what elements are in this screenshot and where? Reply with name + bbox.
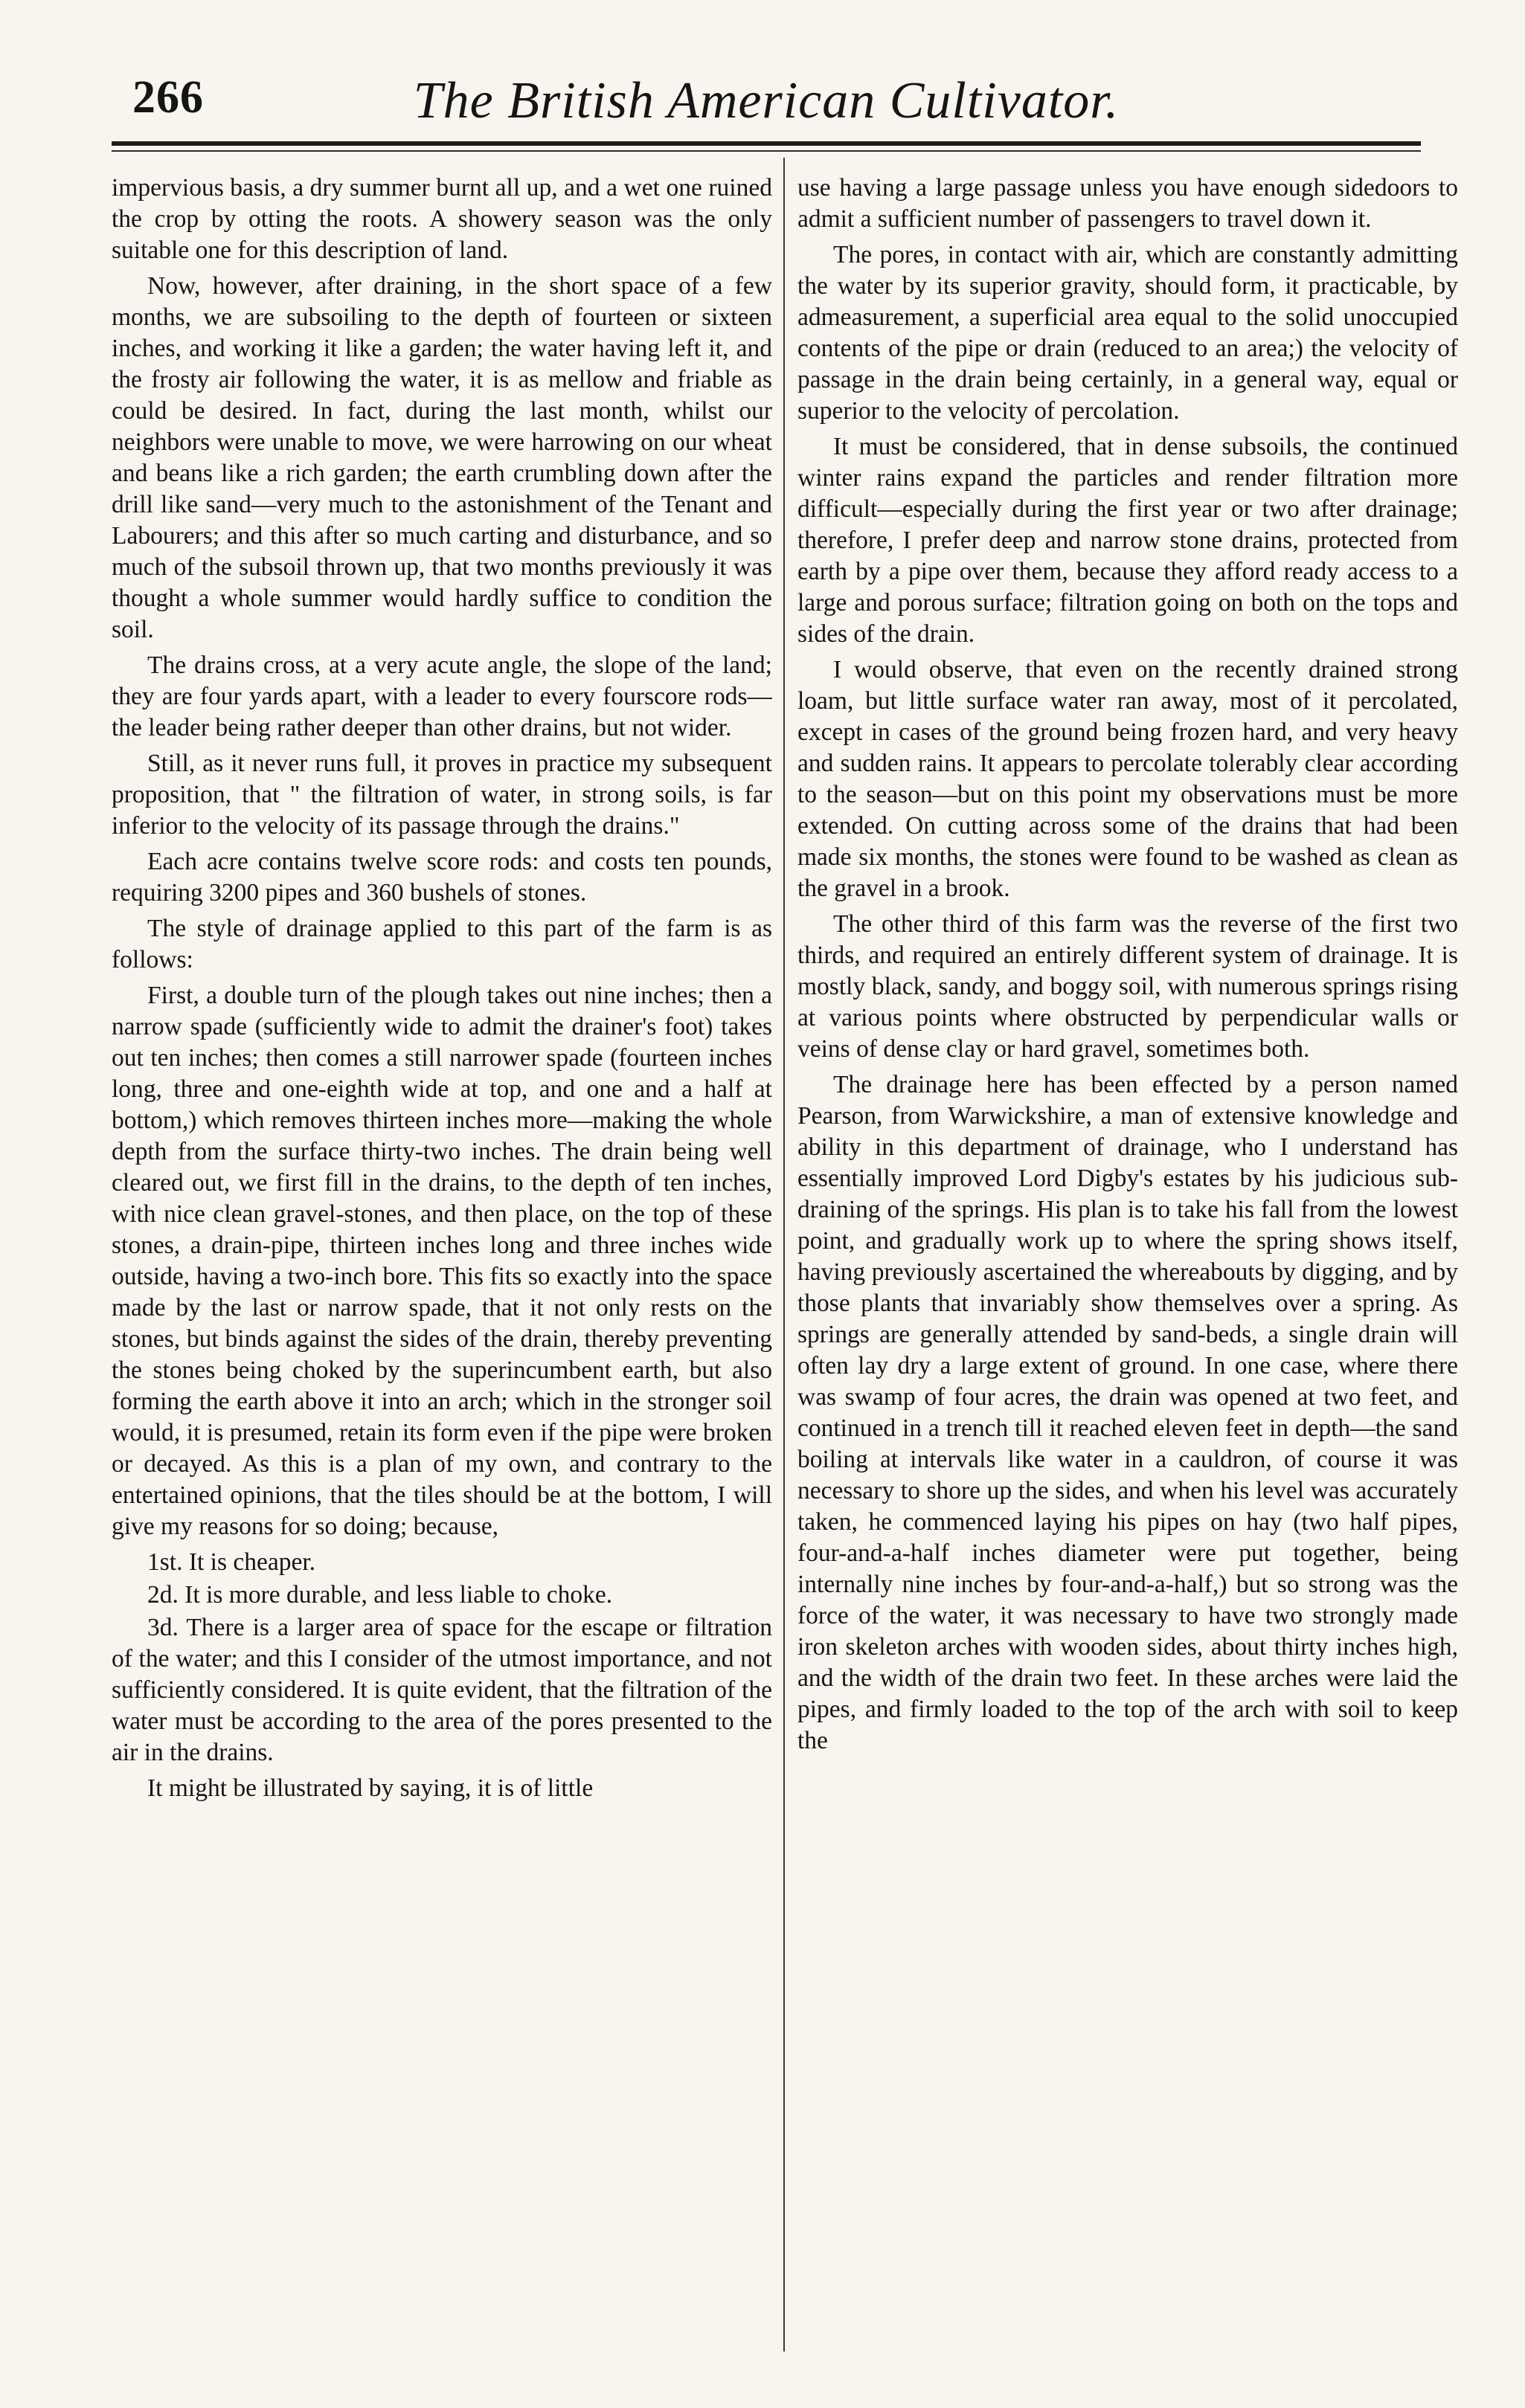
paragraph: Now, however, after draining, in the short space of a few months, we are subsoiling to the depth of fourteen or sixteen inches, and working it like a garden; the water having left it, and the frosty air following the water, it is as mellow and friable as could be desired. In fact, during the last month, whilst our neighbors were unable to move, we were harrowing on our wheat and beans like a rich garden; the earth crumbling down after the drill like sand—very much to the astonishment of the Tenant and Labourers; and this after so much carting and disturbance, and so much of the subsoil thrown up, that two months previously it was thought a whole summer would hardly suffice to condition the soil. xyxy=(112,272,772,643)
paragraph: The drainage here has been effected by a person named Pearson, from Warwickshire, a man of extensive knowledge and ability in this department of drainage, who I understand has essentially improved Lord Digby's estates by his judicious sub-draining of the springs. His plan is to take his fall from the lowest point, and gradually work up to where the spring shows itself, having previously ascertained the whereabouts by digging, and by those plants that invariably show themselves over a spring. As springs are generally attended by sand-beds, a single drain will often lay dry a large extent of ground. In one case, where there was swamp of four acres, the drain was opened at two feet, and continued in a trench till it reached eleven feet in depth—the sand boiling at intervals like water in a cauldron, of course it was necessary to shore up the sides, and when his level was accurately taken, he commenced laying his pipes on hay (two half pipes, four-and-a-half inches diameter were put together, being internally nine inches by four-and-a-half,) but so strong was the force of the water, it was necessary to have two strongly made iron skeleton arches with wooden sides, about thirty inches high, and the width of the drain two feet. In these arches were laid the pipes, and firmly loaded to the top of the arch with soil to keep the xyxy=(797,1071,1458,1754)
paragraph: The style of drainage applied to this part of the farm is as follows: xyxy=(112,915,772,973)
paragraph: I would observe, that even on the recently drained strong loam, but little surface water ran away, most of it percolated, except in cases of the ground being frozen hard, and very heavy and sudden rains. It appears to percolate tolerably clear according to the season—but on this point my observations must be more extended. On cutting across some of the drains that had been made six months, the stones were found to be washed as clean as the gravel in a brook. xyxy=(797,656,1458,902)
paragraph: Each acre contains twelve score rods: and costs ten pounds, requiring 3200 pipes and 360 bushels of stones. xyxy=(112,848,772,907)
column-divider xyxy=(783,158,785,2351)
paragraph: The other third of this farm was the reverse of the first two thirds, and required an entirely different system of drainage. It is mostly black, sandy, and boggy soil, with numerous springs rising at various points where obstructed by perpendicular walls or veins of dense clay or hard gravel, sometimes both. xyxy=(797,910,1458,1063)
paragraph: First, a double turn of the plough takes out nine inches; then a narrow spade (sufficiently wide to admit the drainer's foot) takes out ten inches; then comes a still narrower spade (fourteen inches long, three and one-eighth wide at top, and one and a half at bottom,) which removes thirteen inches more—making the whole depth from the surface thirty-two inches. The drain being well cleared out, we first fill in the drains, to the depth of ten inches, with nice clean gravel-stones, and then place, on the top of these stones, a drain-pipe, thirteen inches long and three inches wide outside, having a two-inch bore. This fits so exactly into the space made by the last or narrow spade, that it not only rests on the stones, but binds against the sides of the drain, thereby preventing the stones being choked by the superincumbent earth, but also forming the earth above it into an arch; which in the stronger soil would, it is presumed, retain its form even if the pipe were broken or decayed. As this is a plan of my own, and contrary to the entertained opinions, that the tiles should be at the bottom, I will give my reasons for so doing; because, xyxy=(112,982,772,1540)
list-item: 1st. It is cheaper. xyxy=(147,1548,316,1576)
paragraph: Still, as it never runs full, it proves in practice my subsequent proposition, that " the filtration of water, in strong soils, is far inferior to the velocity of its passage through the drains." xyxy=(112,750,772,840)
paragraph: 3d. There is a larger area of space for the escape or filtration of the water; and this I consider of the utmost importance, and not sufficiently considered. It is quite evident, that the filtration of the water must be according to the area of the pores presented to the air in the drains. xyxy=(112,1614,772,1766)
running-title: The British American Cultivator. xyxy=(413,72,1120,129)
page-number: 266 xyxy=(132,72,204,123)
paragraph: The pores, in contact with air, which are constantly admitting the water by its superior gravity, should form, it practicable, by admeasurement, a superficial area equal to the solid unoccupied contents of the pipe or drain (reduced to an area;) the velocity of passage in the drain being certainly, in a general way, equal or superior to the velocity of percolation. xyxy=(797,241,1458,425)
paragraph: use having a large passage unless you have enough sidedoors to admit a sufficient number of passengers to travel down it. xyxy=(797,174,1458,233)
list-item: 2d. It is more durable, and less liable to choke. xyxy=(147,1581,613,1609)
header-rule-thin xyxy=(112,150,1421,152)
paragraph: It must be considered, that in dense subsoils, the continued winter rains expand the particles and render filtration more difficult—especially during the first year or two after drainage; therefore, I prefer deep and narrow stone drains, protected from earth by a pipe over them, because they afford ready access to a large and porous surface; filtration going on both on the tops and sides of the drain. xyxy=(797,433,1458,648)
header-rule-thick xyxy=(112,141,1421,146)
paragraph: The drains cross, at a very acute angle, the slope of the land; they are four yards apart, with a leader to every fourscore rods—the leader being rather deeper than other drains, but not wider. xyxy=(112,651,772,741)
left-column xyxy=(112,173,772,2359)
page-header xyxy=(112,71,1421,161)
right-column xyxy=(797,173,1458,2359)
paragraph: It might be illustrated by saying, it is of little xyxy=(147,1774,594,1802)
paragraph: impervious basis, a dry summer burnt all up, and a wet one ruined the crop by otting the roots. A showery season was the only suitable one for this description of land. xyxy=(112,174,772,264)
